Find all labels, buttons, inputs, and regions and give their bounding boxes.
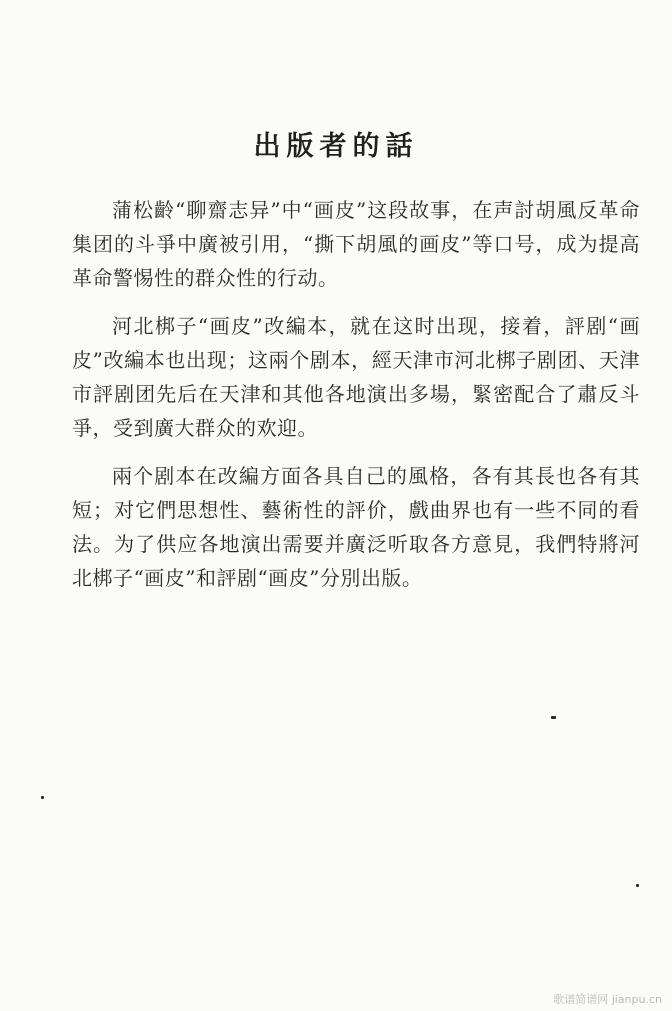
print-speck bbox=[41, 796, 44, 799]
page-title: 出版者的話 bbox=[253, 131, 419, 162]
print-speck bbox=[551, 716, 556, 719]
document-body bbox=[72, 193, 640, 609]
paragraph-2: 河北梆子“画皮”改編本，就在这时出现，接着，評剧“画皮”改編本也出现；这兩个剧本，經天津市河北梆子剧团、天津市評剧团先后在天津和其他各地演出多場，緊密配合了肅反斗爭，受到廣大群众的欢迎。 bbox=[72, 314, 640, 440]
paragraph-1: 蒲松齡“聊齋志异”中“画皮”这段故事，在声討胡風反革命集团的斗爭中廣被引用，“撕下胡風的画皮”等口号，成为提高革命警惕性的群众性的行动。 bbox=[72, 198, 640, 290]
paragraph-3: 兩个剧本在改編方面各具自己的風格，各有其長也各有其短；对它們思想性、藝術性的評价，戲曲界也有一些不同的看法。为了供应各地演出需要并廣泛听取各方意見，我們特將河北梆子“画皮”和評剧“画皮”分別出版。 bbox=[72, 464, 640, 590]
print-speck bbox=[636, 884, 639, 887]
site-watermark: 歌谱简谱网 jianpu.cn bbox=[553, 993, 662, 1006]
